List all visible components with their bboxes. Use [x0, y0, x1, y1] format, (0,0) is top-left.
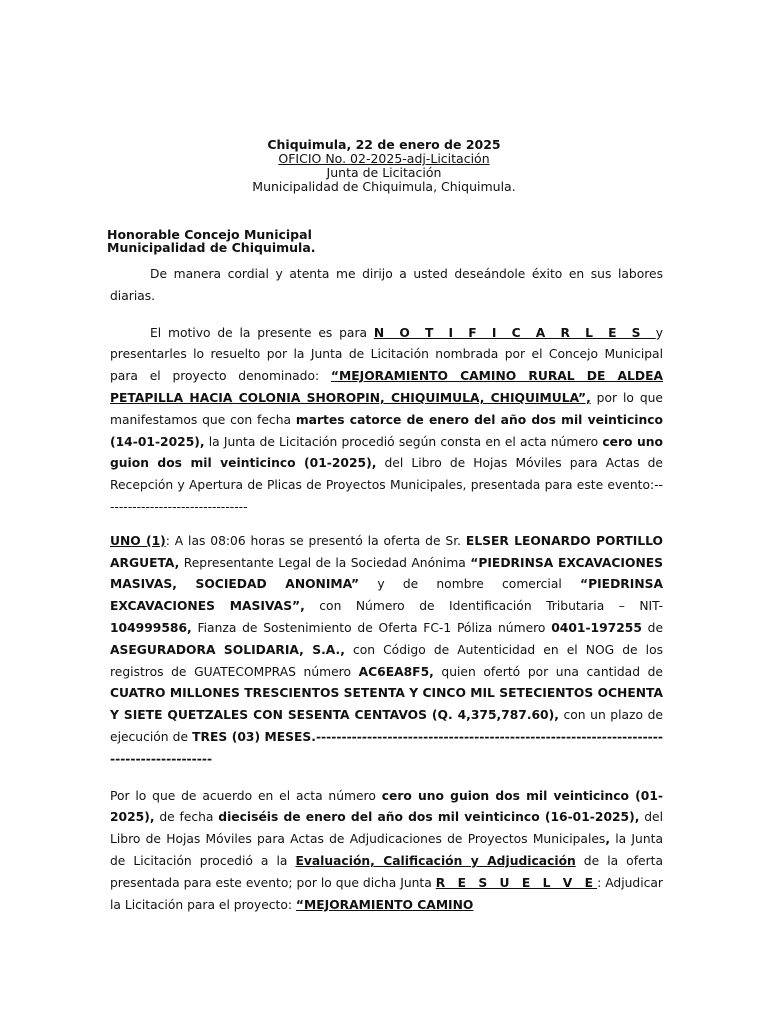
- sender-municipality: Municipalidad de Chiquimula, Chiquimula.: [252, 179, 516, 194]
- text: Fianza de Sostenimiento de Oferta FC-1 Póliza número: [191, 620, 552, 635]
- acta-number: cero uno guion dos mil veinticinco (01-2025),: [110, 434, 663, 471]
- policy-number: 0401-197255: [551, 620, 642, 635]
- comma: ,: [605, 832, 611, 847]
- acta-number: cero uno guion dos mil veinticinco (01-2025),: [110, 788, 663, 825]
- text: la Junta de Licitación procedió según consta en el acta número: [204, 434, 603, 449]
- resolution-paragraph: [110, 786, 663, 917]
- greeting-text: De manera cordial y atenta me dirijo a usted deseándole éxito en sus labores diarias.: [110, 267, 663, 303]
- company-name: “PIEDRINSA EXCAVACIONES MASIVAS, SOCIEDAD ANONIMA”: [110, 555, 663, 592]
- text: y presentarles lo resuelto por la Junta de Licitación nombrada por el Concejo Municipal para el proyecto denominado:: [110, 325, 663, 384]
- project-name: “MEJORAMIENTO CAMINO: [295, 897, 474, 912]
- project-name: “MEJORAMIENTO CAMINO RURAL DE ALDEA PETAPILLA HACIA COLONIA SHOROPIN, CHIQUIMULA, CHIQUIMULA”,: [110, 369, 663, 405]
- opening-date: martes catorce de enero del año dos mil veinticinco (14-01-2025),: [110, 412, 663, 449]
- addressee-line-2: Municipalidad de Chiquimula.: [107, 240, 316, 255]
- text: por lo que manifestamos que con fecha: [110, 390, 663, 427]
- text: y de nombre comercial: [359, 577, 580, 592]
- authenticity-code: AC6EA8F5,: [358, 664, 434, 679]
- text: quien ofertó por una cantidad de: [433, 664, 663, 679]
- text: El motivo de la presente es para: [150, 325, 374, 340]
- text: la Junta de Licitación procedió a la: [110, 832, 663, 868]
- offer-amount: CUATRO MILLONES TRESCIENTOS SETENTA Y CINCO MIL SETECIENTOS OCHENTA Y SIETE QUETZALES CON SESENTA CENTAVOS (Q. 4,375,787.60),: [110, 686, 663, 723]
- notification-paragraph: [110, 323, 663, 519]
- adjudication-date: dieciséis de enero del año dos mil veinticinco (16-01-2025),: [218, 810, 640, 825]
- resuelve-emphasis: R E S U E L V E: [435, 875, 598, 890]
- letter-date: Chiquimula, 22 de enero de 2025: [267, 137, 501, 152]
- bidder-name: ELSER LEONARDO PORTILLO ARGUETA,: [110, 533, 664, 570]
- text: Representante Legal de la Sociedad Anónima: [179, 555, 471, 570]
- letter-body: [110, 264, 663, 916]
- notificarles-emphasis: N O T I F I C A R L E S: [373, 325, 656, 340]
- text: del Libro de Hojas Móviles para Actas de Adjudicaciones de Proyectos Municipales: [110, 810, 663, 847]
- sender-department: Junta de Licitación: [326, 165, 442, 180]
- addressee-line-1: Honorable Concejo Municipal: [107, 227, 312, 242]
- text: : A las 08:06 horas se presentó la oferta de Sr.: [165, 533, 466, 548]
- text: de fecha: [154, 810, 219, 825]
- nit-number: 104999586,: [110, 620, 192, 635]
- offer-paragraph: [110, 531, 663, 771]
- evaluation-phrase: Evaluación, Calificación y Adjudicación: [295, 853, 576, 868]
- text: con Código de Autenticidad en el NOG de los registros de GUATECOMPRAS número: [110, 642, 663, 679]
- execution-term: TRES (03) MESES.----------------------------------------------------------------------------------------: [110, 729, 663, 766]
- offer-number: UNO (1): [110, 533, 166, 548]
- trade-name: “PIEDRINSA EXCAVACIONES MASIVAS”,: [110, 577, 663, 614]
- text: con un plazo de ejecución de: [110, 708, 663, 744]
- text: de la oferta presentada para este evento; por lo que dicha Junta: [110, 853, 663, 890]
- text: con Número de Identificación Tributaria – NIT-: [304, 599, 664, 614]
- text: de: [641, 620, 664, 635]
- greeting-paragraph: [110, 264, 663, 308]
- insurer-name: ASEGURADORA SOLIDARIA, S.A.,: [110, 642, 345, 657]
- letter-header: [0, 138, 768, 194]
- oficio-number: OFICIO No. 02-2025-adj-Licitación: [278, 151, 490, 166]
- text: Por lo que de acuerdo en el acta número: [110, 788, 382, 803]
- text: : Adjudicar la Licitación para el proyecto:: [110, 875, 663, 912]
- addressee-block: [107, 228, 316, 254]
- text: del Libro de Hojas Móviles para Actas de Recepción y Apertura de Plicas de Proyectos Municipales, presentada para este evento:---------------------------------: [110, 456, 663, 514]
